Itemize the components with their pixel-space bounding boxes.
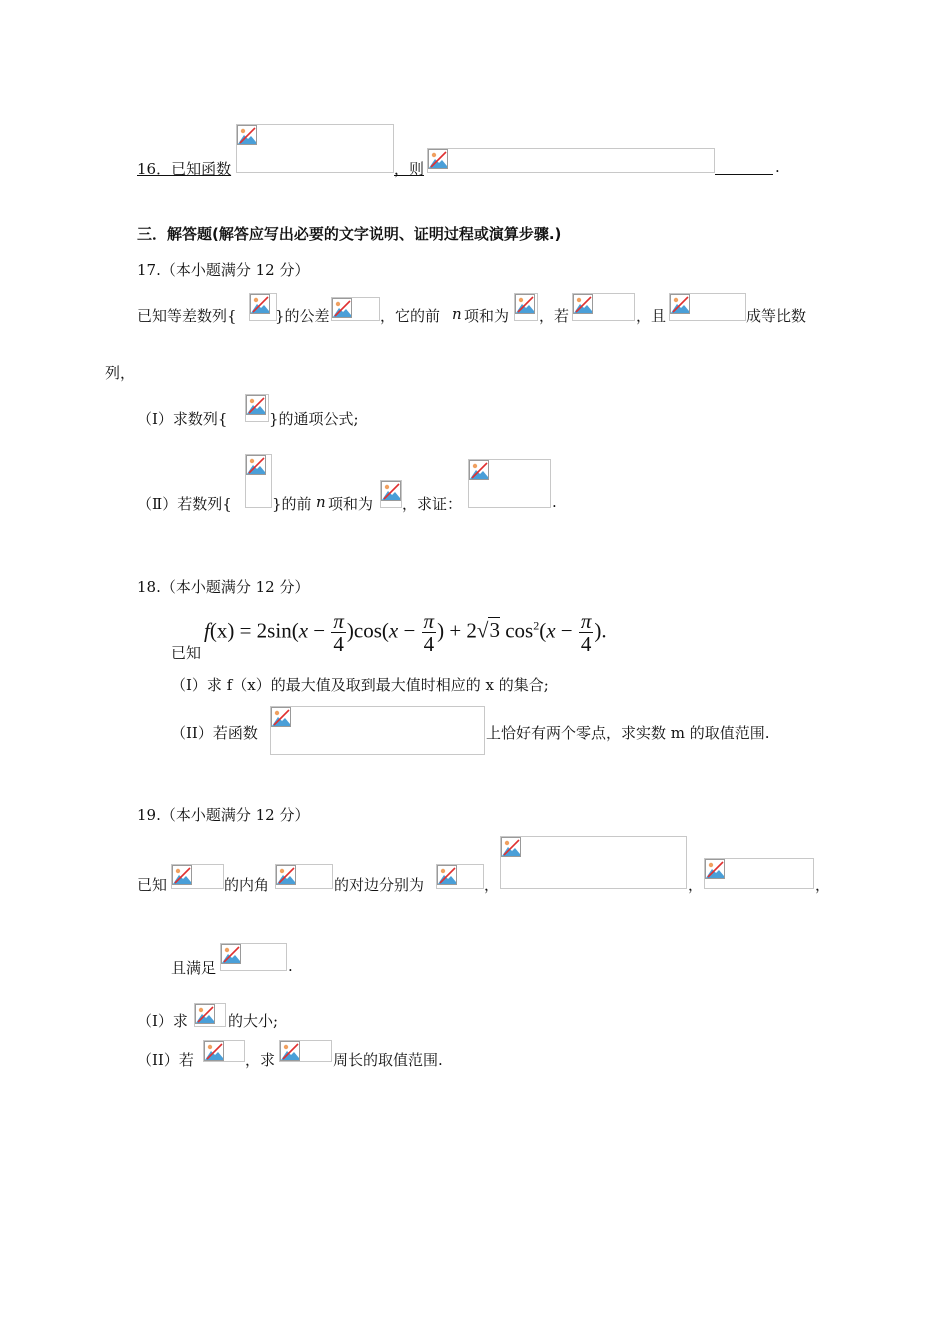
broken-image-formula <box>514 293 538 321</box>
broken-image-icon <box>237 125 257 145</box>
broken-image-icon <box>280 1041 300 1061</box>
q17-part2: }的前 <box>272 495 312 513</box>
q19-part2: ，求 <box>245 1051 276 1069</box>
q18-part2: 上恰好有两个零点，求实数 m 的取值范围. <box>486 724 770 742</box>
q17-text: 项和为 <box>464 307 510 325</box>
q18-part2: （II）若函数 <box>171 724 258 742</box>
q19-text: 已知 <box>137 876 168 894</box>
broken-image-icon <box>250 294 270 314</box>
broken-image-formula <box>500 836 687 889</box>
broken-image-icon <box>469 460 489 480</box>
q17-text: 已知等差数列{ <box>137 307 237 325</box>
broken-image-formula <box>245 394 269 422</box>
q19-text: . <box>288 957 293 975</box>
broken-image-icon <box>195 1004 215 1024</box>
broken-image-icon <box>271 707 291 727</box>
broken-image-icon <box>204 1041 224 1061</box>
q19-text: 的对边分别为 <box>334 876 425 894</box>
broken-image-formula <box>436 864 484 889</box>
broken-image-formula <box>245 454 272 508</box>
broken-image-icon <box>172 865 192 885</box>
q17-text: ，且 <box>636 307 667 325</box>
q17-text: ，若 <box>539 307 570 325</box>
broken-image-formula <box>380 480 402 508</box>
broken-image-icon <box>705 859 725 879</box>
q16-label: 16．已知函数 <box>137 160 232 178</box>
broken-image-formula <box>220 943 287 971</box>
broken-image-formula <box>236 124 394 173</box>
broken-image-formula <box>468 459 551 508</box>
q19-comma: ， <box>484 876 500 894</box>
q18-header: 18.（本小题满分 12 分） <box>137 578 310 596</box>
broken-image-icon <box>501 837 521 857</box>
q19-text: 的内角 <box>224 876 270 894</box>
broken-image-formula <box>427 148 715 173</box>
broken-image-formula <box>669 293 746 321</box>
broken-image-formula <box>331 297 380 321</box>
broken-image-icon <box>332 298 352 318</box>
q17-part1: }的通项公式; <box>269 410 359 428</box>
q17-n: n <box>452 305 462 323</box>
q18-known: 已知 <box>171 644 202 662</box>
broken-image-formula <box>270 706 485 755</box>
q17-header: 17.（本小题满分 12 分） <box>137 261 310 279</box>
broken-image-icon <box>246 455 266 475</box>
q17-part2: . <box>552 493 557 511</box>
q17-text: 列， <box>105 364 136 382</box>
broken-image-icon <box>428 149 448 169</box>
q18-part1: （I）求 f（x）的最大值及取到最大值时相应的 x 的集合; <box>171 676 549 694</box>
section-heading: 三．解答题(解答应写出必要的文字说明、证明过程或演算步骤.) <box>137 225 562 243</box>
broken-image-formula <box>572 293 635 321</box>
answer-blank <box>715 174 773 175</box>
q18-formula: f(x) = 2sin(x − $\frac{\pi}{4}$ )cos(x − $\frac{\pi}{4}$ ) + 2√3 $\cos^2(x$ − $\frac{\pi}{4}$ ). <box>204 609 607 656</box>
q17-text: ，它的前 <box>380 307 441 325</box>
q17-part2: ，求证： <box>402 495 463 513</box>
broken-image-formula <box>279 1040 332 1062</box>
q19-comma: ， <box>688 876 704 894</box>
broken-image-formula <box>249 293 277 321</box>
q19-header: 19.（本小题满分 12 分） <box>137 806 310 824</box>
broken-image-formula <box>203 1040 245 1062</box>
q17-text: }的公差 <box>275 307 330 325</box>
q17-n: n <box>316 493 326 511</box>
broken-image-formula <box>194 1003 226 1027</box>
q19-part1: 的大小; <box>228 1012 279 1030</box>
q19-part2: （II）若 <box>137 1051 194 1069</box>
q17-part2: （Ⅱ）若数列{ <box>137 495 232 513</box>
broken-image-icon <box>437 865 457 885</box>
q16-end: . <box>775 158 780 176</box>
broken-image-icon <box>670 294 690 314</box>
q19-text: 且满足 <box>171 959 217 977</box>
q17-text: 成等比数 <box>746 307 807 325</box>
q19-comma: ， <box>815 876 831 894</box>
broken-image-formula <box>171 864 224 889</box>
broken-image-icon <box>573 294 593 314</box>
broken-image-icon <box>276 865 296 885</box>
q17-part2: 项和为 <box>328 495 374 513</box>
q19-part2: 周长的取值范围. <box>333 1051 443 1069</box>
broken-image-icon <box>246 395 266 415</box>
broken-image-formula <box>275 864 333 889</box>
q16-then: ，则 <box>394 160 425 178</box>
broken-image-formula <box>704 858 814 889</box>
broken-image-icon <box>381 481 401 501</box>
q19-part1: （I）求 <box>137 1012 188 1030</box>
q17-part1: （Ⅰ）求数列{ <box>137 410 228 428</box>
broken-image-icon <box>515 294 535 314</box>
broken-image-icon <box>221 944 241 964</box>
